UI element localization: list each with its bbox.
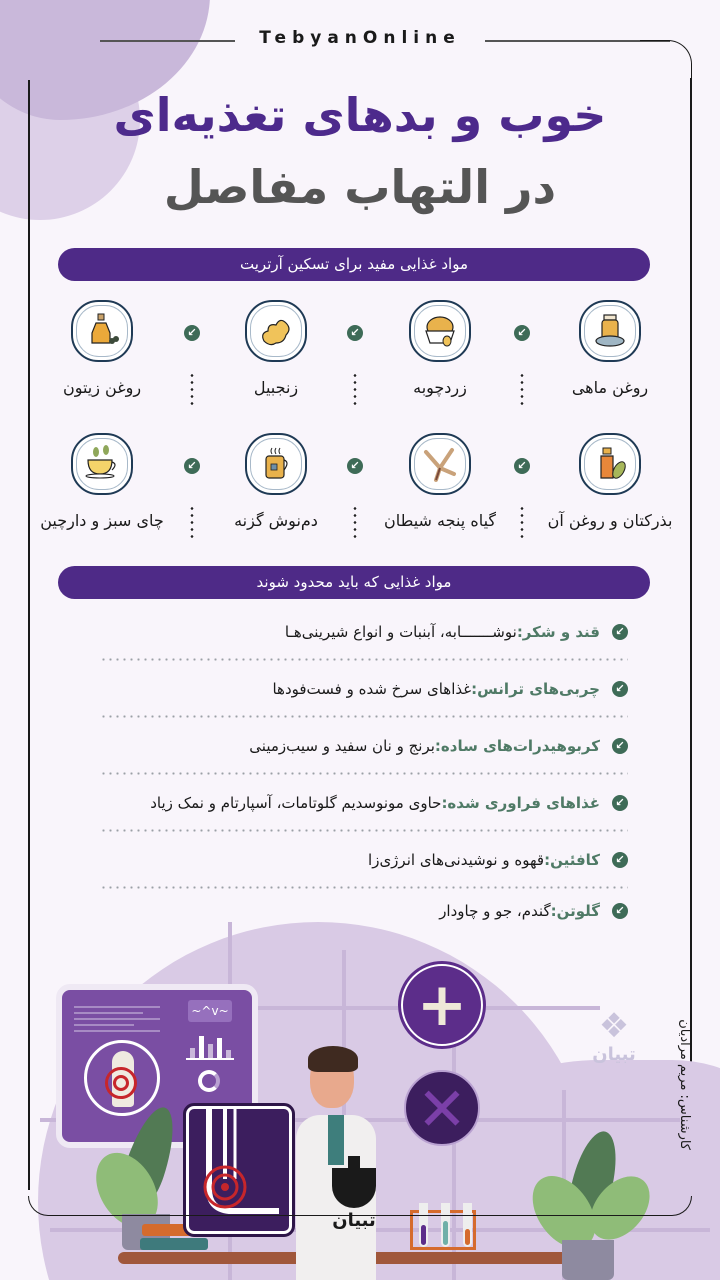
bar-chart-icon	[186, 1034, 234, 1060]
item-key: غذاهای فراوری شده:	[441, 793, 600, 812]
book	[140, 1238, 208, 1250]
list-item	[100, 675, 628, 702]
arrow-down-left-icon: ↙	[612, 852, 628, 868]
nettle-tea-icon	[245, 433, 307, 495]
good-foods-row-1	[40, 300, 680, 430]
item-key: قند و شکر:	[516, 622, 600, 641]
arrow-down-left-icon: ↙	[612, 738, 628, 754]
page-title-line2: در التهاب مفاصل	[163, 160, 557, 214]
donut-chart-icon	[198, 1070, 220, 1092]
tebyan-logo	[325, 1168, 383, 1231]
food-label: زنجبیل	[253, 378, 299, 397]
expert-credit: کارشناس: مریم مرادیان	[677, 1019, 692, 1150]
vertical-divider	[353, 372, 357, 406]
brand-name: TebyanOnline	[259, 28, 461, 48]
item-value: گندم، جو و چاودار	[439, 901, 551, 920]
olive-oil-icon	[71, 300, 133, 362]
food-item-flaxseed	[540, 433, 680, 530]
food-label: زردچوبه	[413, 378, 467, 397]
bone-scan	[84, 1040, 160, 1116]
item-key: چربی‌های ترانس:	[471, 679, 600, 698]
test-tubes	[410, 1210, 476, 1250]
page-title-line1: خوب و بدهای تغذیه‌ای	[113, 88, 607, 142]
list-item	[100, 789, 628, 816]
vertical-divider	[520, 505, 524, 539]
food-item-devils-claw	[370, 433, 510, 530]
dotted-divider	[100, 772, 628, 775]
arrow-down-left-icon: ↙	[347, 325, 363, 341]
food-label: بذرکتان و روغن آن	[547, 511, 673, 530]
pain-target-icon	[113, 1075, 129, 1091]
food-item-nettle-tea	[206, 433, 346, 530]
arrow-down-left-icon: ↙	[184, 458, 200, 474]
tebyan-logo-icon	[332, 1168, 376, 1208]
arrow-down-left-icon: ↙	[612, 795, 628, 811]
doctor-hair	[308, 1046, 358, 1072]
item-value: غذاهای سرخ شده و فست‌فودها	[272, 679, 472, 698]
arrow-down-left-icon: ↙	[347, 458, 363, 474]
item-value: حاوی مونوسدیم گلوتامات، آسپارتام و نمک زیاد	[150, 793, 442, 812]
ginger-icon	[245, 300, 307, 362]
list-item	[100, 732, 628, 759]
list-item	[100, 846, 628, 873]
good-foods-row-2	[40, 433, 680, 563]
arrow-down-left-icon: ↙	[612, 903, 628, 919]
medical-plus-icon: +	[401, 964, 483, 1046]
fish-oil-icon	[579, 300, 641, 362]
logo-text: تبیان	[332, 1210, 376, 1231]
food-label: گیاه پنجه شیطان	[383, 511, 497, 530]
item-value: برنج و نان سفید و سیب‌زمینی	[249, 736, 435, 755]
food-item-green-tea	[32, 433, 172, 530]
flaxseed-oil-icon	[579, 433, 641, 495]
arrow-down-left-icon: ↙	[514, 458, 530, 474]
food-label: روغن ماهی	[571, 378, 649, 397]
text-lines	[74, 1006, 160, 1036]
vertical-divider	[520, 372, 524, 406]
logo-text: تبیان	[592, 1044, 636, 1065]
tebyan-watermark-logo	[586, 1008, 642, 1065]
item-value: قهوه و نوشیدنی‌های انرژی‌زا	[368, 850, 545, 869]
food-item-ginger	[206, 300, 346, 397]
item-value: نوشـــــــابه، آبنبات و انواع شیرینی‌هـا	[284, 622, 517, 641]
turmeric-icon	[409, 300, 471, 362]
dotted-divider	[100, 715, 628, 718]
food-item-turmeric	[370, 300, 510, 397]
frame-line	[100, 40, 235, 42]
arrow-down-left-icon: ↙	[612, 624, 628, 640]
plant-pot	[562, 1240, 614, 1280]
item-key: کافئین:	[544, 850, 600, 869]
food-label: روغن زیتون	[62, 378, 142, 397]
devils-claw-icon	[409, 433, 471, 495]
food-label: دم‌نوش گزنه	[234, 511, 318, 530]
food-label: چای سبز و دارچین	[40, 511, 164, 530]
green-tea-icon	[71, 433, 133, 495]
frame-corner	[640, 40, 692, 80]
section-header-good-foods: مواد غذایی مفید برای تسکین آرتریت	[58, 248, 650, 281]
vertical-divider	[353, 505, 357, 539]
heartbeat-icon: ~^v~	[188, 1000, 232, 1022]
dotted-divider	[100, 658, 628, 661]
food-item-fish-oil	[540, 300, 680, 397]
arrow-down-left-icon: ↙	[514, 325, 530, 341]
tebyan-logo-icon: ❖	[598, 1006, 630, 1046]
vertical-divider	[190, 505, 194, 539]
item-key: گلوتن:	[550, 901, 600, 920]
vertical-divider	[190, 372, 194, 406]
doctor-shirt	[328, 1115, 344, 1165]
list-item	[100, 618, 628, 645]
limit-foods-list	[100, 618, 628, 924]
arrow-down-left-icon: ↙	[184, 325, 200, 341]
item-key: کربوهیدرات‌های ساده:	[434, 736, 600, 755]
awareness-ribbon-icon: ✕	[404, 1070, 480, 1146]
section-header-limit-foods: مواد غذایی که باید محدود شوند	[58, 566, 650, 599]
dotted-divider	[100, 829, 628, 832]
food-item-olive-oil	[32, 300, 172, 397]
arrow-down-left-icon: ↙	[612, 681, 628, 697]
dotted-divider	[100, 886, 628, 889]
